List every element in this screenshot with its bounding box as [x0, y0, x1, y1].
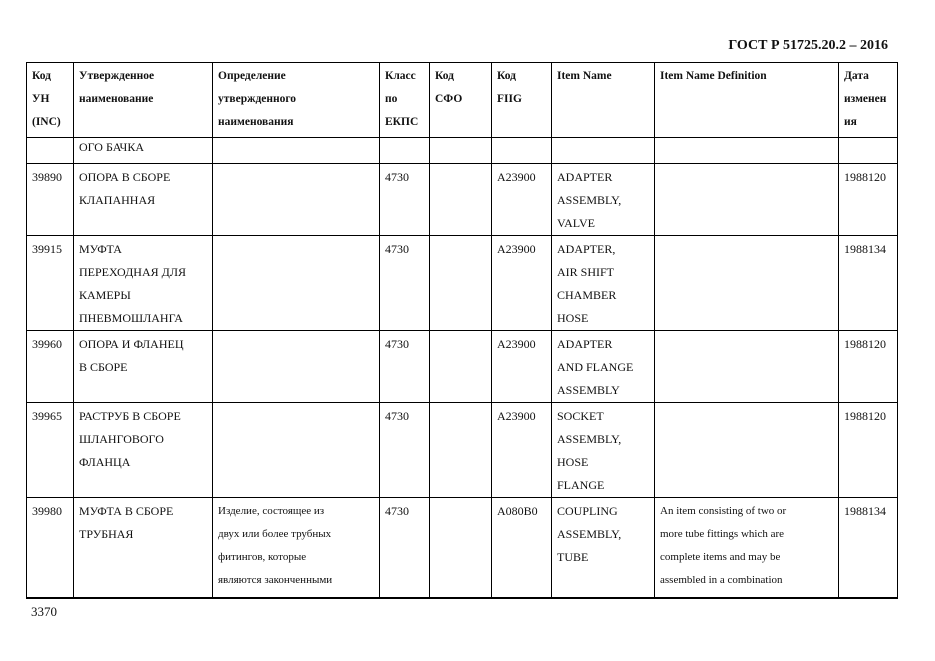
cell-inc: 39980 — [27, 498, 74, 598]
cell-fiig-code: A23900 — [492, 236, 552, 331]
cell-ekps-class: 4730 — [380, 331, 430, 403]
cell-item-name-definition — [655, 236, 839, 331]
cell-inc: 39915 — [27, 236, 74, 331]
cell-approved-name: МУФТА В СБОРЕ ТРУБНАЯ — [74, 498, 213, 598]
cell-sfo-code — [430, 164, 492, 236]
cell-approved-name: МУФТА ПЕРЕХОДНАЯ ДЛЯ КАМЕРЫ ПНЕВМОШЛАНГА — [74, 236, 213, 331]
cell-item-name-definition — [655, 164, 839, 236]
cell-sfo-code — [430, 331, 492, 403]
column-header-fiig-code: Код FIIG — [492, 63, 552, 138]
cell-item-name — [552, 138, 655, 164]
column-header-item-name: Item Name — [552, 63, 655, 138]
cell-inc: 39965 — [27, 403, 74, 498]
cell-item-name-definition — [655, 403, 839, 498]
cell-change-date: 1988120 — [839, 164, 898, 236]
cell-fiig-code: A23900 — [492, 331, 552, 403]
cell-ekps-class: 4730 — [380, 164, 430, 236]
cell-fiig-code — [492, 138, 552, 164]
cell-change-date: 1988134 — [839, 236, 898, 331]
column-header-sfo-code: Код СФО — [430, 63, 492, 138]
cell-fiig-code: A23900 — [492, 164, 552, 236]
cell-inc: 39960 — [27, 331, 74, 403]
catalog-table — [26, 62, 898, 599]
cell-item-name: COUPLING ASSEMBLY, TUBE — [552, 498, 655, 598]
table-header-row — [27, 63, 898, 138]
table-row — [27, 331, 898, 403]
table-row — [27, 236, 898, 331]
cell-definition — [213, 331, 380, 403]
cell-item-name: SOCKET ASSEMBLY, HOSE FLANGE — [552, 403, 655, 498]
column-header-change-date: Дата изменен ия — [839, 63, 898, 138]
cell-change-date — [839, 138, 898, 164]
column-header-ekps-class: Класс по ЕКПС — [380, 63, 430, 138]
cell-inc — [27, 138, 74, 164]
cell-change-date: 1988120 — [839, 403, 898, 498]
document-header: ГОСТ Р 51725.20.2 – 2016 — [728, 38, 888, 53]
cell-change-date: 1988120 — [839, 331, 898, 403]
cell-definition — [213, 164, 380, 236]
cell-approved-name: ОПОРА И ФЛАНЕЦ В СБОРЕ — [74, 331, 213, 403]
table-row — [27, 138, 898, 164]
column-header-inc: Код УН (INC) — [27, 63, 74, 138]
cell-change-date: 1988134 — [839, 498, 898, 598]
cell-item-name: ADAPTER ASSEMBLY, VALVE — [552, 164, 655, 236]
cell-sfo-code — [430, 403, 492, 498]
table-row — [27, 498, 898, 598]
cell-fiig-code: A23900 — [492, 403, 552, 498]
cell-sfo-code — [430, 236, 492, 331]
cell-item-name-definition — [655, 138, 839, 164]
cell-sfo-code — [430, 498, 492, 598]
cell-item-name-definition — [655, 331, 839, 403]
cell-ekps-class: 4730 — [380, 498, 430, 598]
cell-approved-name: ОГО БАЧКА — [74, 138, 213, 164]
cell-approved-name: ОПОРА В СБОРЕ КЛАПАННАЯ — [74, 164, 213, 236]
cell-definition — [213, 138, 380, 164]
cell-item-name: ADAPTER AND FLANGE ASSEMBLY — [552, 331, 655, 403]
cell-ekps-class: 4730 — [380, 403, 430, 498]
cell-sfo-code — [430, 138, 492, 164]
cell-item-name: ADAPTER, AIR SHIFT CHAMBER HOSE — [552, 236, 655, 331]
cell-ekps-class — [380, 138, 430, 164]
cell-definition — [213, 236, 380, 331]
page-number: 3370 — [31, 604, 57, 619]
cell-approved-name: РАСТРУБ В СБОРЕ ШЛАНГОВОГО ФЛАНЦА — [74, 403, 213, 498]
cell-fiig-code: A080B0 — [492, 498, 552, 598]
cell-definition: Изделие, состоящее из двух или более трубных фитингов, которые являются законченными — [213, 498, 380, 598]
table-row — [27, 164, 898, 236]
cell-item-name-definition: An item consisting of two or more tube fittings which are complete items and may be assembled in a combination — [655, 498, 839, 598]
cell-inc: 39890 — [27, 164, 74, 236]
table-row — [27, 403, 898, 498]
cell-definition — [213, 403, 380, 498]
column-header-item-name-definition: Item Name Definition — [655, 63, 839, 138]
cell-ekps-class: 4730 — [380, 236, 430, 331]
column-header-approved-name: Утвержденное наименование — [74, 63, 213, 138]
column-header-definition: Определение утвержденного наименования — [213, 63, 380, 138]
